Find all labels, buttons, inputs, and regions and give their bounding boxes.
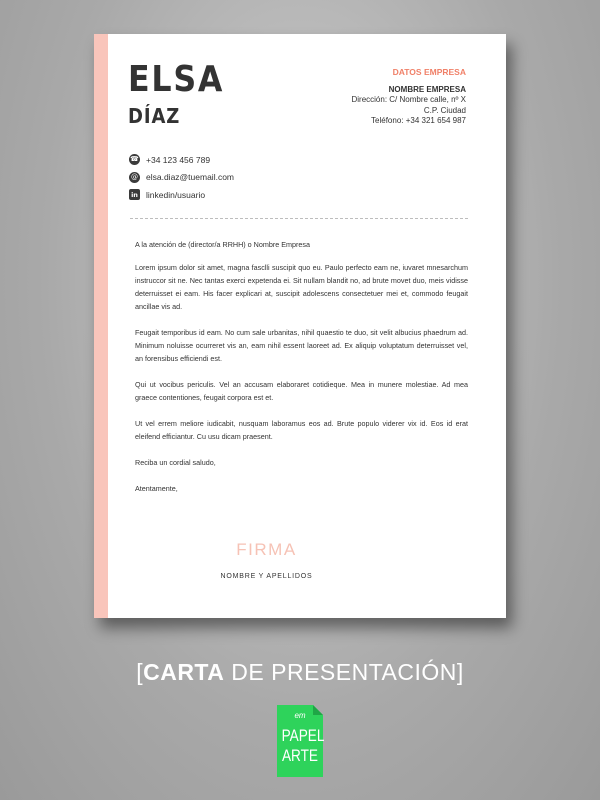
caption-rest: DE PRESENTACIÓN] (224, 659, 464, 685)
brand-logo (277, 705, 323, 777)
divider (130, 218, 468, 219)
letter-paragraph: Qui ut vocibus periculis. Vel an accusam elaboraret cotidieque. Mea in munere molestiae. Ad mea graece contentiones, feugait corpora est et. (135, 380, 468, 402)
signer-name: NOMBRE Y APELLIDOS (220, 573, 313, 580)
company-city: C.P. Ciudad (423, 105, 466, 115)
contact-phone (129, 151, 234, 169)
accent-bar (94, 34, 108, 618)
company-phone: Teléfono: +34 321 654 987 (371, 116, 466, 125)
company-name: NOMBRE EMPRESA (388, 84, 466, 94)
letter-paragraph: Ut vel errem meliore iudicabit, nusquam laboramus eos ad. Brute populo viderer vix id. Eos id erat eleifend efficiantur. Cu usu dicam praesent. (135, 419, 468, 441)
letter-paragraph: Feugait temporibus id eam. No cum sale urbanitas, nihil quaestio te duo, sit velit albucius phaedrum ad. Minimum noluisse ocurreret vis an, eam nihil essent laoreet ad. Ex aliquip voluptatum deterruisset vel, an forensibus efficiendi est. (135, 328, 468, 363)
cover-letter-page (94, 34, 506, 618)
caption-bold: CARTA (143, 659, 225, 685)
first-name: ELSA (128, 59, 225, 100)
signature-placeholder: FIRMA (236, 540, 297, 559)
contact-linkedin (129, 186, 234, 204)
company-title: DATOS EMPRESA (392, 67, 466, 77)
company-block (351, 67, 466, 127)
letter-body (135, 238, 468, 508)
logo-line1: PAPEL (281, 726, 325, 745)
contact-email (129, 169, 234, 187)
letter-closing: Reciba un cordial saludo, (135, 458, 216, 467)
email-text: elsa.diaz@tuemail.com (146, 172, 234, 183)
linkedin-icon: in (129, 189, 140, 200)
letter-greeting: A la atención de (director/a RRHH) o Nombre Empresa (135, 240, 310, 249)
last-name: DÍAZ (128, 104, 181, 128)
phone-icon: ☎ (130, 155, 139, 164)
caption-bracket: [ (136, 659, 144, 685)
contact-list (129, 151, 234, 204)
linkedin-text: linkedin/usuario (146, 189, 206, 200)
logo-small-text: em (294, 711, 306, 720)
logo-line2: ARTE (281, 746, 319, 765)
phone-text: +34 123 456 789 (146, 154, 211, 165)
at-icon: @ (131, 172, 138, 181)
company-address: Dirección: C/ Nombre calle, nº X (351, 95, 466, 104)
letter-signoff: Atentamente, (135, 484, 178, 493)
letter-paragraph: Lorem ipsum dolor sit amet, magna fasclli suscipit quo eu. Paulo perfecto eam ne, iuvaret mnesarchum instruccor sit ne. Nec tantas exerci expetenda ei. Sit nullam blandit no, ad brute movet duo, meis vidisse deterruisset ei eam. His facer explicari at, suscipit adolescens consectetuer mei et, commodo feugait ancillae vis ad. (135, 263, 468, 311)
caption (0, 661, 600, 684)
